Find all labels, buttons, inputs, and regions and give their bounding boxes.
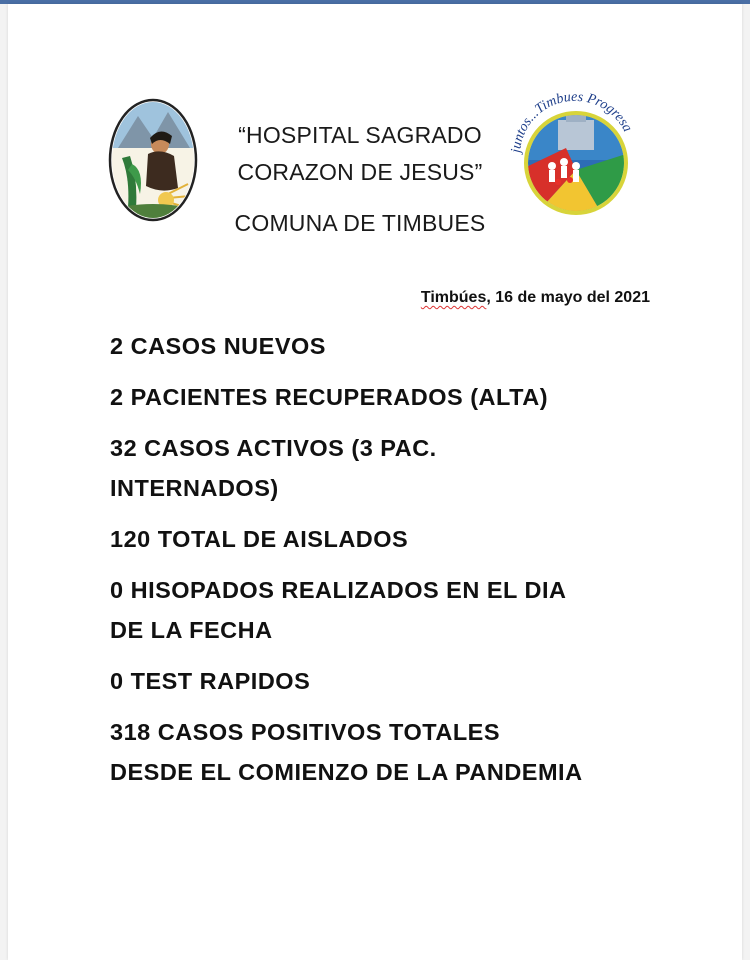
hospital-name-line-2: CORAZON DE JESUS” <box>237 159 483 185</box>
commune-crest-logo <box>108 98 198 222</box>
stat-new-cases <box>110 326 670 366</box>
stat-line: 318 CASOS POSITIVOS TOTALES <box>110 719 501 745</box>
stat-line-continued: INTERNADOS) <box>110 475 279 501</box>
stat-swabs-today <box>110 570 670 650</box>
logo-arc-text: juntos...Timbues Progresa <box>508 90 635 154</box>
stat-line: 0 HISOPADOS REALIZADOS EN EL DIA <box>110 577 567 603</box>
stat-total-positive <box>110 712 670 792</box>
hospital-name-line-1: “HOSPITAL SAGRADO <box>238 122 482 148</box>
timbues-progresa-logo <box>506 90 644 220</box>
date-place: Timbúes <box>420 289 487 306</box>
stat-line-continued: DESDE EL COMIENZO DE LA PANDEMIA <box>110 759 583 785</box>
stat-total-isolated <box>110 519 670 559</box>
stat-line: 2 CASOS NUEVOS <box>110 333 326 359</box>
stat-line: 0 TEST RAPIDOS <box>110 668 311 694</box>
stat-line: 120 TOTAL DE AISLADOS <box>110 526 409 552</box>
report-date <box>421 289 650 307</box>
stat-recovered <box>110 377 670 417</box>
commune-name: COMUNA DE TIMBUES <box>234 210 486 236</box>
date-text: , 16 de mayo del 2021 <box>486 289 650 306</box>
stat-active-cases <box>110 428 670 508</box>
stat-rapid-tests <box>110 661 670 701</box>
stat-line-continued: DE LA FECHA <box>110 617 273 643</box>
stat-line: 2 PACIENTES RECUPERADOS (ALTA) <box>110 384 549 410</box>
covid-stats-list <box>110 326 670 803</box>
stat-line: 32 CASOS ACTIVOS (3 PAC. <box>110 435 437 461</box>
